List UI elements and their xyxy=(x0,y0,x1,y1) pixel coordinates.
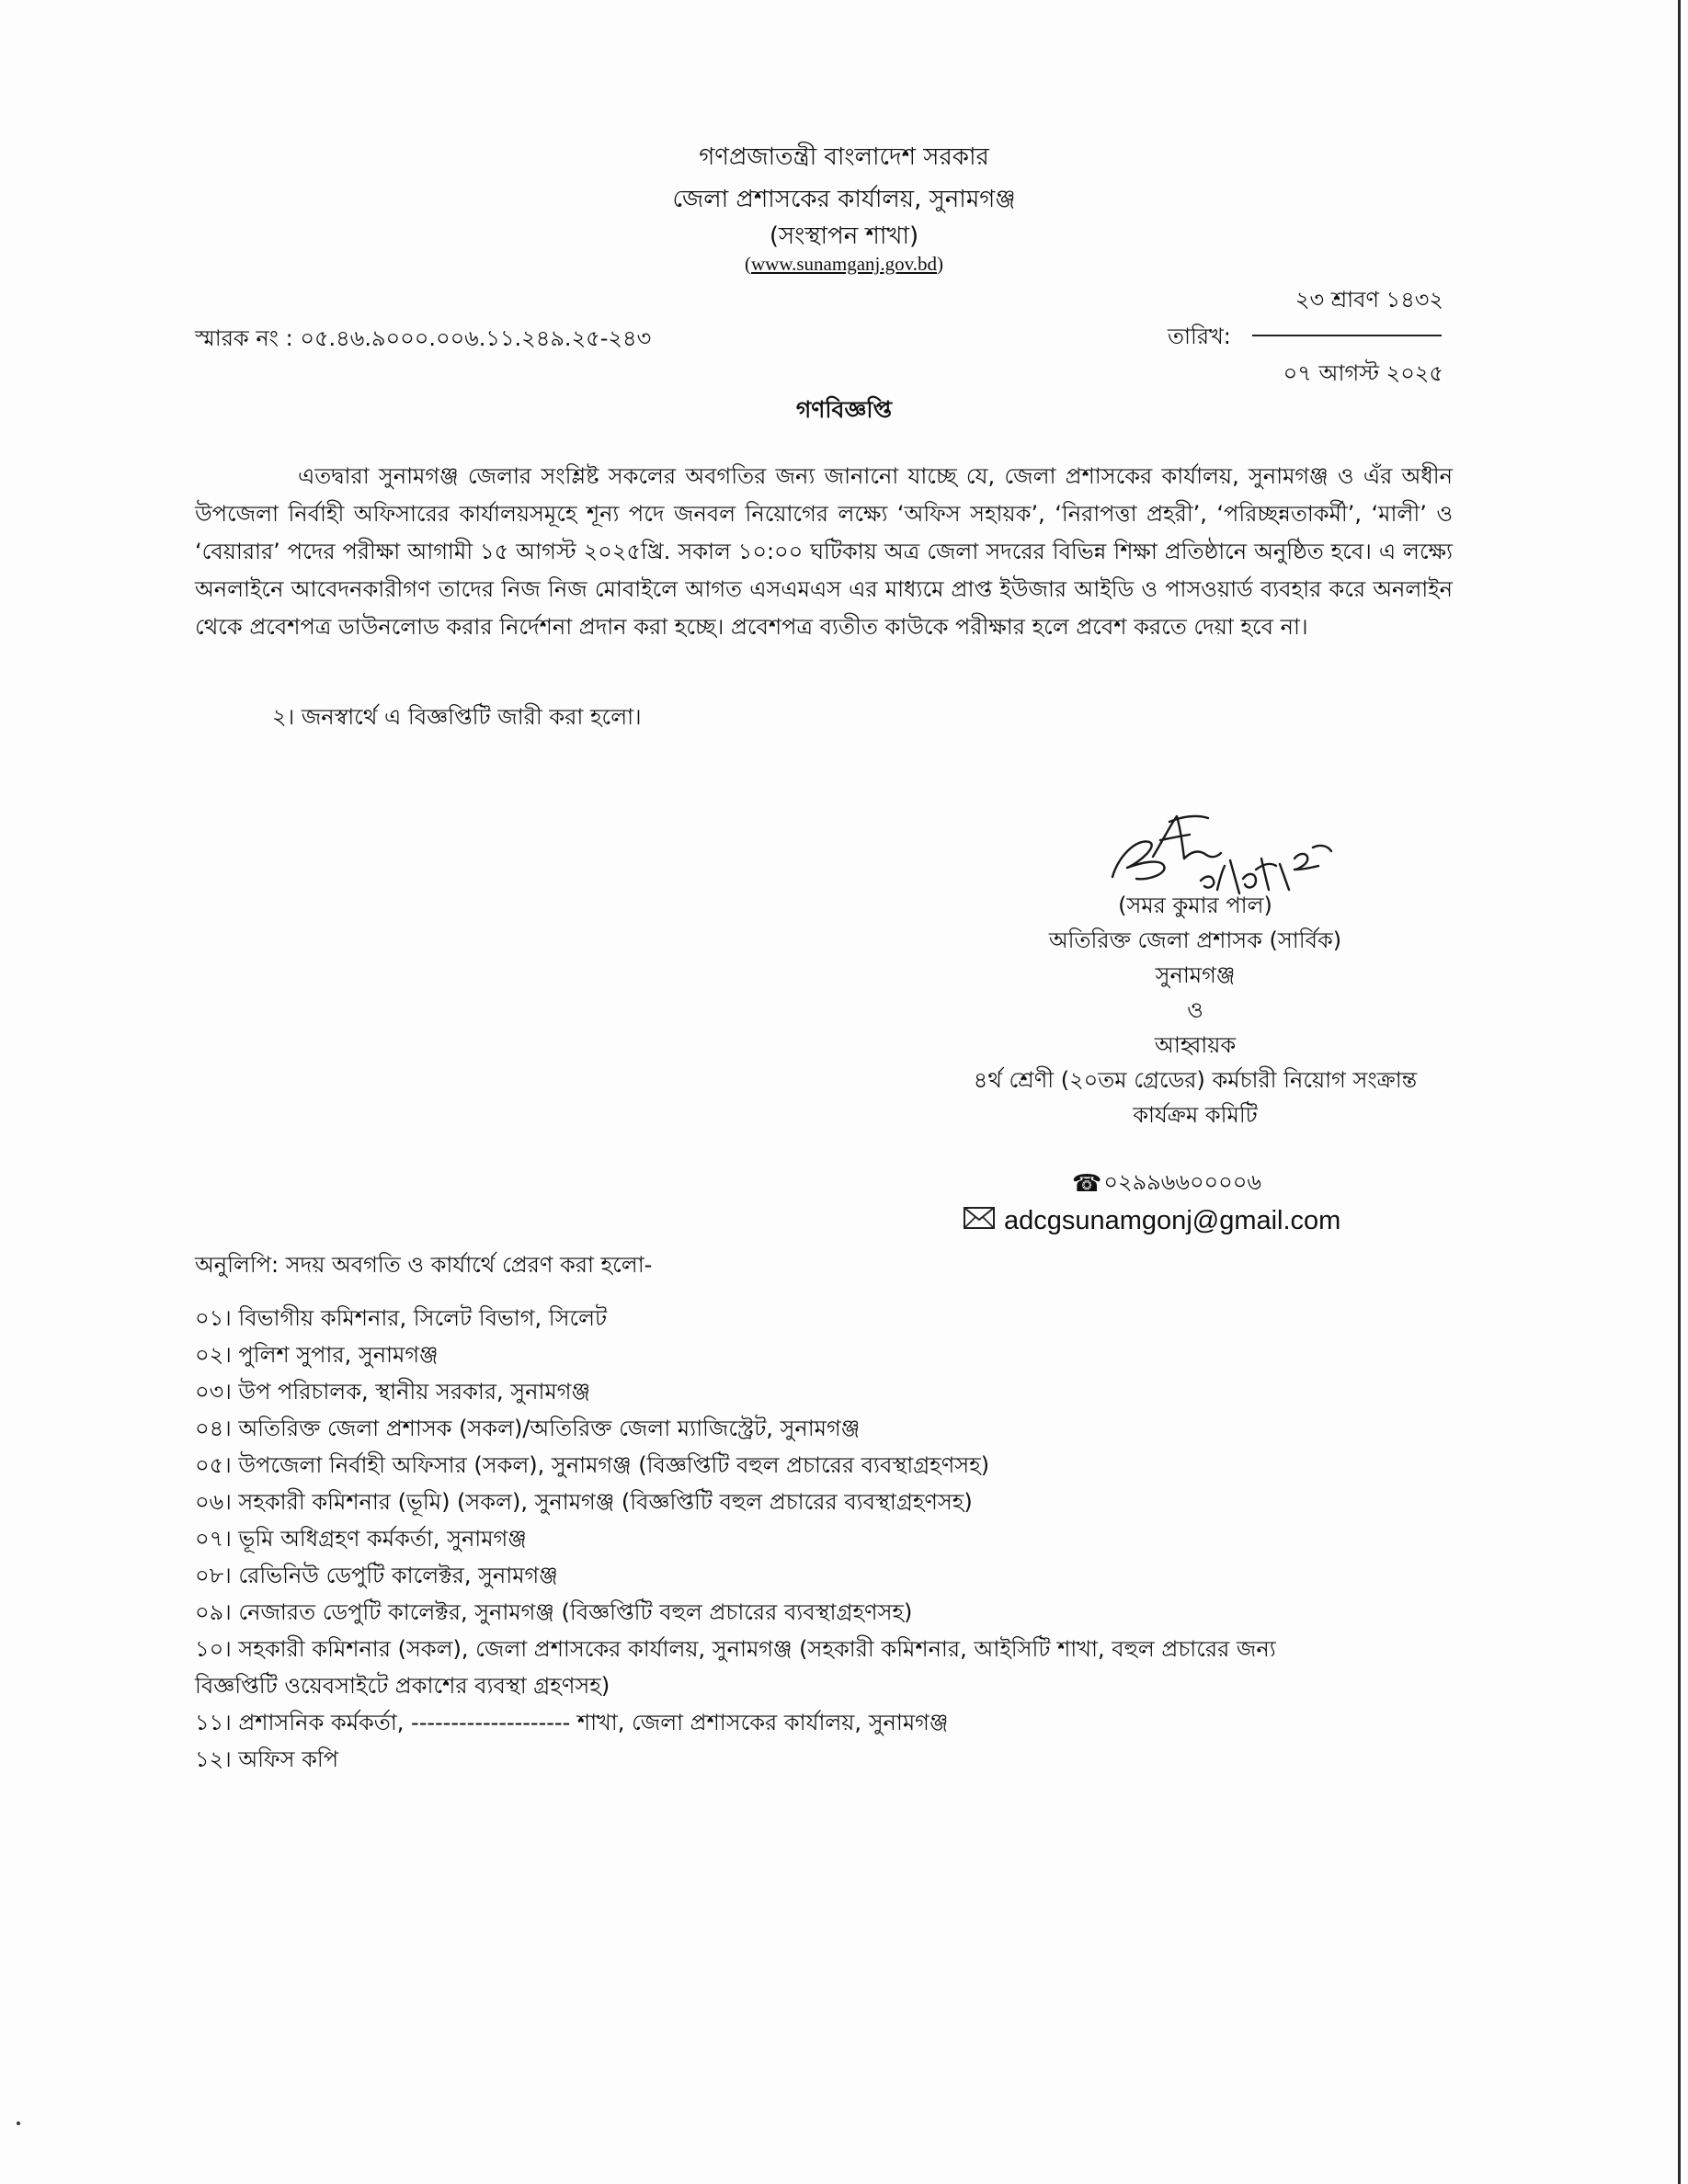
notice-title: গণবিজ্ঞপ্তি xyxy=(795,396,893,423)
copy-item-10: ১০। সহকারী কমিশনার (সকল), জেলা প্রশাসকের কার্যালয়, সুনামগঞ্জ (সহকারী কমিশনার, আইসিটি শাখা, বহুল প্রচারের জন্য xyxy=(195,1636,1276,1662)
website-link[interactable]: www.sunamganj.gov.bd xyxy=(750,253,937,275)
date-english: ০৭ আগস্ট ২০২৫ xyxy=(1283,360,1443,386)
scan-speck xyxy=(17,2121,20,2125)
header-office: জেলা প্রশাসকের কার্যালয়, সুনামগঞ্জ xyxy=(672,186,1016,213)
committee-line-1: ৪র্থ শ্রেণী (২০তম গ্রেডের) কর্মচারী নিয়োগ সংক্রান্ত xyxy=(973,1067,1418,1093)
copy-item-04: ০৪। অতিরিক্ত জেলা প্রশাসক (সকল)/অতিরিক্ত জেলা ম্যাজিস্ট্রেট, সুনামগঞ্জ xyxy=(195,1416,861,1441)
date-label: তারিখ: xyxy=(1168,324,1231,349)
header-government: গণপ্রজাতন্ত্রী বাংলাদেশ সরকার xyxy=(699,143,989,171)
signatory-name: (সমর কুমার পাল) xyxy=(1118,893,1272,918)
signature-block xyxy=(827,888,1563,1132)
contact-phone xyxy=(1072,1166,1261,1202)
copy-list xyxy=(195,1300,1482,1778)
website-close-paren: ) xyxy=(937,253,943,275)
copy-item-08: ০৮। রেভিনিউ ডেপুটি কালেক্টর, সুনামগঞ্জ xyxy=(195,1563,558,1588)
header-branch: (সংস্থাপন শাখা) xyxy=(769,222,919,250)
body-paragraph-2: ২। জনস্বার্থে এ বিজ্ঞপ্তিটি জারী করা হলো। xyxy=(272,704,642,730)
body-paragraph-1: এতদ্বারা সুনামগঞ্জ জেলার সংশ্লিষ্ট সকলের অবগতির জন্য জানানো যাচ্ছে যে, জেলা প্রশাসকের কার্যালয়, সুনামগঞ্জ ও এঁর অধীন উপজেলা নির্বাহী অফিসারের কার্যালয়সমূহে শূন্য পদে জনবল নিয়োগের লক্ষ্যে ‘অফিস সহায়ক’, ‘নিরাপত্তা প্রহরী’, ‘পরিচ্ছন্নতাকর্মী’, ‘মালী’ ও ‘বেয়ারার’ পদের পরীক্ষা আগামী ১৫ আগস্ট ২০২৫খ্রি. সকাল ১০:০০ ঘটিকায় অত্র জেলা সদরের বিভিন্ন শিক্ষা প্রতিষ্ঠানে অনুষ্ঠিত হবে। এ লক্ষ্যে অনলাইনে আবেদনকারীগণ তাদের নিজ নিজ মোবাইলে আগত এসএমএস এর মাধ্যমে প্রাপ্ত ইউজার আইডি ও পাসওয়ার্ড ব্যবহার করে অনলাইন থেকে প্রবেশপত্র ডাউনলোড করার নির্দেশনা প্রদান করা হচ্ছে। প্রবেশপত্র ব্যতীত কাউকে পরীক্ষার হলে প্রবেশ করতে দেয়া হবে না। xyxy=(195,463,1453,640)
copy-item-02: ০২। পুলিশ সুপার, সুনামগঞ্জ xyxy=(195,1342,439,1368)
signatory-role: আহ্বায়ক xyxy=(1154,1032,1237,1058)
copy-item-01: ০১। বিভাগীয় কমিশনার, সিলেট বিভাগ, সিলেট xyxy=(195,1305,608,1331)
signatory-and: ও xyxy=(1187,997,1203,1023)
website-open-paren: ( xyxy=(744,253,751,275)
copy-item-06: ০৬। সহকারী কমিশনার (ভূমি) (সকল), সুনামগঞ্জ (বিজ্ঞপ্তিটি বহুল প্রচারের ব্যবস্থাগ্রহণসহ) xyxy=(195,1489,973,1515)
envelope-icon xyxy=(964,1206,995,1236)
date-divider xyxy=(1252,335,1442,336)
signatory-district: সুনামগঞ্জ xyxy=(1155,962,1236,988)
memo-number: স্মারক নং : ০৫.৪৬.৯০০০.০০৬.১১.২৪৯.২৫-২৪৩ xyxy=(195,325,652,351)
copy-item-05: ০৫। উপজেলা নির্বাহী অফিসার (সকল), সুনামগঞ্জ (বিজ্ঞপ্তিটি বহুল প্রচারের ব্যবস্থাগ্রহণসহ) xyxy=(195,1452,990,1478)
copy-item-12: ১২। অফিস কপি xyxy=(195,1746,339,1772)
date-bangla: ২৩ শ্রাবণ ১৪৩২ xyxy=(1295,287,1443,313)
copy-heading: অনুলিপি: সদয় অবগতি ও কার্যার্থে প্রেরণ করা হলো- xyxy=(195,1252,653,1278)
header-website xyxy=(0,253,1688,276)
contact-email xyxy=(964,1206,1340,1236)
scan-edge-line xyxy=(1678,0,1681,2184)
copy-item-07: ০৭। ভূমি অধিগ্রহণ কর্মকর্তা, সুনামগঞ্জ xyxy=(195,1526,527,1552)
telephone-icon: ☎ xyxy=(1072,1170,1102,1198)
copy-item-03: ০৩। উপ পরিচালক, স্থানীয় সরকার, সুনামগঞ্জ xyxy=(195,1379,591,1405)
phone-number: ০২৯৯৬৬০০০০৬ xyxy=(1103,1169,1261,1195)
email-address[interactable]: adcgsunamgonj@gmail.com xyxy=(1004,1206,1341,1235)
copy-item-09: ০৯। নেজারত ডেপুটি কালেক্টর, সুনামগঞ্জ (বিজ্ঞপ্তিটি বহুল প্রচারের ব্যবস্থাগ্রহণসহ) xyxy=(195,1599,913,1625)
copy-item-10-continued: বিজ্ঞপ্তিটি ওয়েবসাইটে প্রকাশের ব্যবস্থা গ্রহণসহ) xyxy=(195,1673,610,1699)
committee-line-2: কার্যক্রম কমিটি xyxy=(1133,1102,1258,1128)
signatory-designation: অতিরিক্ত জেলা প্রশাসক (সার্বিক) xyxy=(1048,927,1342,953)
copy-item-11: ১১। প্রশাসনিক কর্মকর্তা, -------------------- শাখা, জেলা প্রশাসকের কার্যালয়, সুনামগঞ্জ xyxy=(195,1710,949,1735)
